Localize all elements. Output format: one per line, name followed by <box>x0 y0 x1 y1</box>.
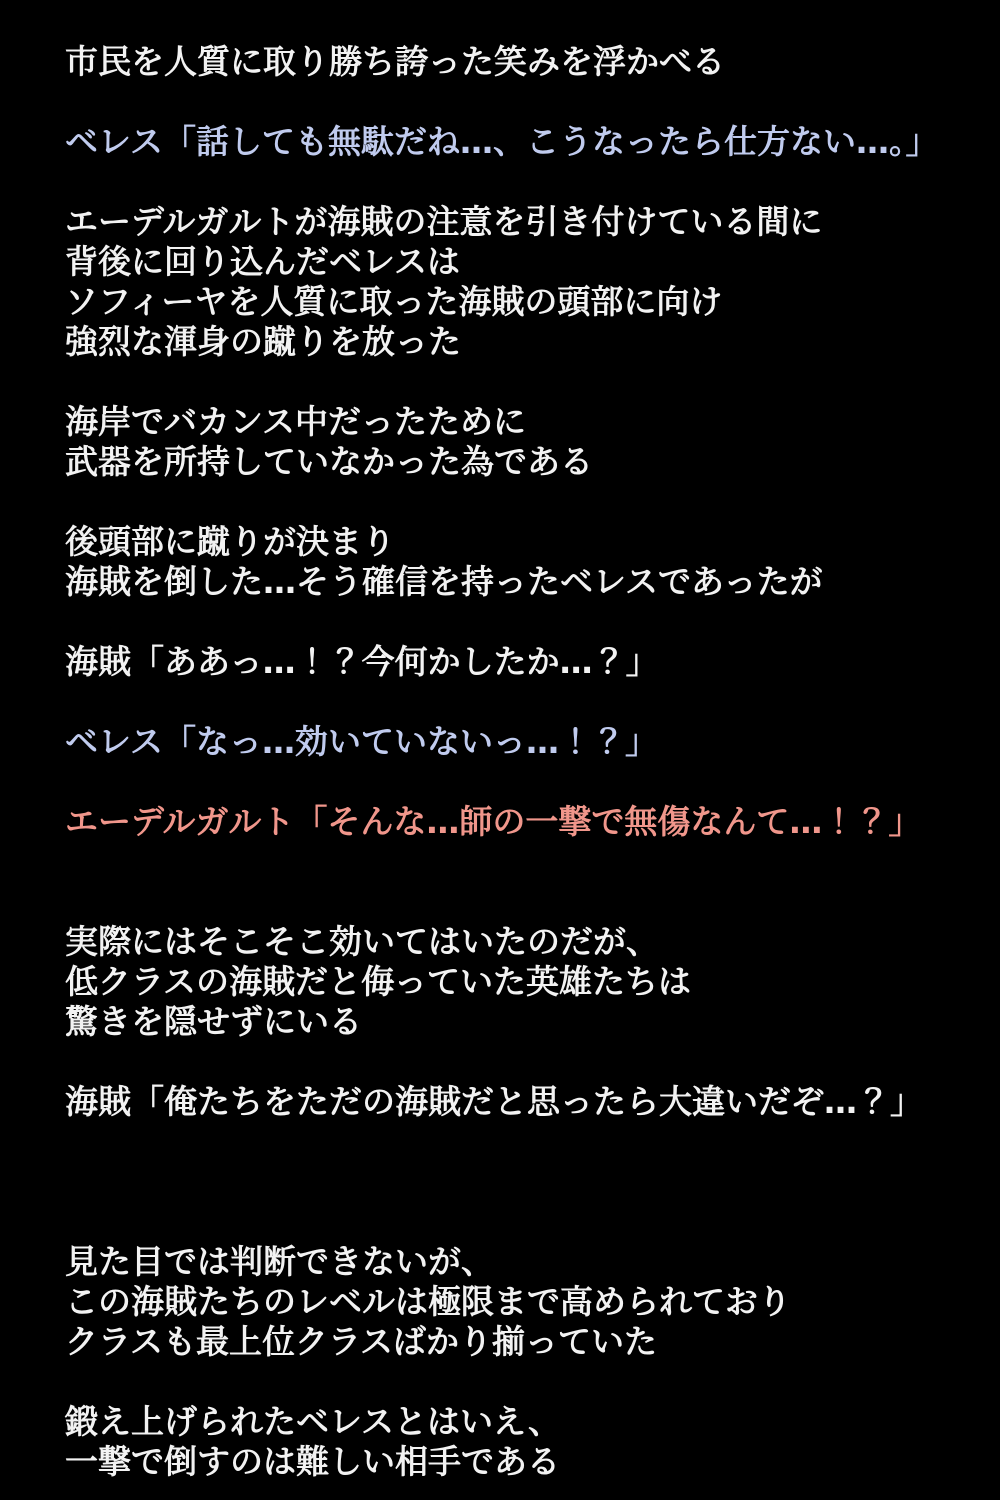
paragraph-gap <box>65 482 985 522</box>
story-line-narration: 鍛え上げられたベレスとはいえ、 <box>65 1402 561 1441</box>
paragraph-gap <box>65 1122 985 1242</box>
story-text <box>65 42 985 1482</box>
story-line-byleth: ベレス「なっ…効いていないっ…！？」 <box>65 722 659 761</box>
paragraph-gap <box>65 162 985 202</box>
paragraph-gap <box>65 1042 985 1082</box>
story-line-narration: ソフィーヤを人質に取った海賊の頭部に向け <box>65 282 723 321</box>
story-line-narration: 強烈な渾身の蹴りを放った <box>65 322 461 361</box>
paragraph-gap <box>65 842 985 922</box>
story-line-narration: この海賊たちのレベルは極限まで高められており <box>65 1282 791 1321</box>
paragraph-gap <box>65 362 985 402</box>
story-line-narration: 武器を所持していなかった為である <box>65 442 593 481</box>
story-line-pirate: 海賊「俺たちをただの海賊だと思ったら大違いだぞ…？」 <box>65 1082 923 1121</box>
story-line-narration: 一撃で倒すのは難しい相手である <box>65 1442 560 1481</box>
paragraph-gap <box>65 82 985 122</box>
story-line-narration: 海賊を倒した…そう確信を持ったベレスであったが <box>65 562 823 601</box>
story-line-pirate: 海賊「ああっ…！？今何かしたか…？」 <box>65 642 659 681</box>
story-line-narration: 実際にはそこそこ効いてはいたのだが、 <box>65 922 659 961</box>
paragraph-gap <box>65 1362 985 1402</box>
story-line-narration: 市民を人質に取り勝ち誇った笑みを浮かべる <box>65 42 725 81</box>
story-line-narration: 後頭部に蹴りが決まり <box>65 522 395 561</box>
story-line-narration: 海岸でバカンス中だったために <box>65 402 527 441</box>
story-line-byleth: ベレス「話しても無駄だね…、こうなったら仕方ない…。」 <box>65 122 939 161</box>
story-line-edelgard: エーデルガルト「そんな…師の一撃で無傷なんて…！？」 <box>65 802 922 841</box>
story-line-narration: 低クラスの海賊だと侮っていた英雄たちは <box>65 962 692 1001</box>
story-line-narration: 見た目では判断できないが、 <box>65 1242 494 1281</box>
paragraph-gap <box>65 602 985 642</box>
story-line-narration: 驚きを隠せずにいる <box>65 1002 362 1041</box>
paragraph-gap <box>65 682 985 722</box>
paragraph-gap <box>65 762 985 802</box>
story-line-narration: エーデルガルトが海賊の注意を引き付けている間に <box>65 202 823 241</box>
story-line-narration: 背後に回り込んだベレスは <box>65 242 461 281</box>
story-line-narration: クラスも最上位クラスばかり揃っていた <box>65 1322 658 1361</box>
